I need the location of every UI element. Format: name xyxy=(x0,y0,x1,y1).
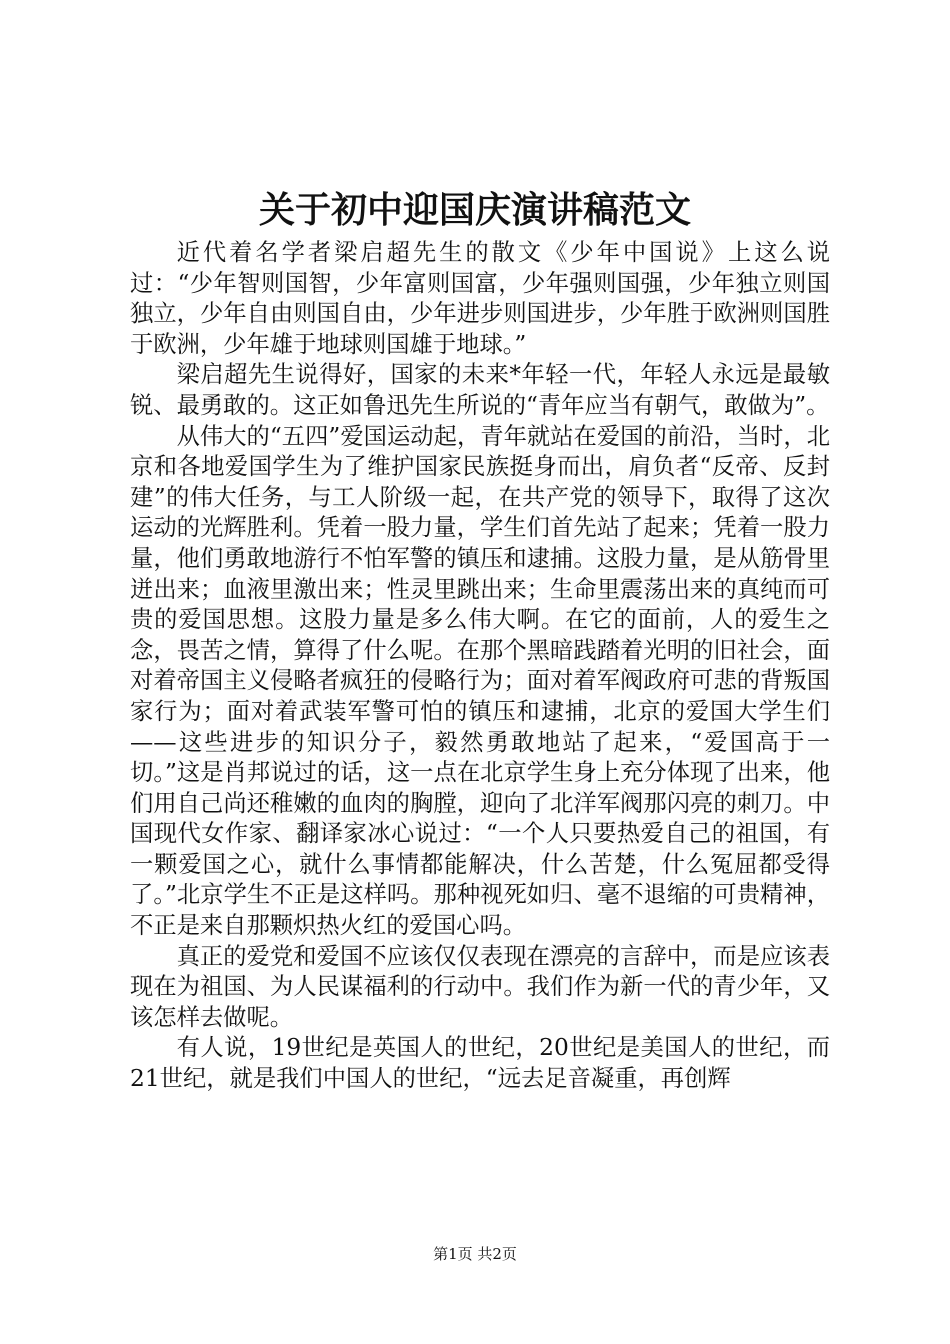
paragraph: 从伟大的“五四”爱国运动起，青年就站在爱国的前沿，当时，北京和各地爱国学生为了维护国家民族挺身而出，肩负者“反帝、反封建”的伟大任务，与工人阶级一起，在共产党的领导下，取得了这次运动的光辉胜利。凭着一股力量，学生们首先站了起来；凭着一股力量，他们勇敢地游行不怕军警的镇压和逮捕。这股力量，是从筋骨里迸出来；血液里激出来；性灵里跳出来；生命里震荡出来的真纯而可贵的爱国思想。这股力量是多么伟大啊。在它的面前，人的爱生之念，畏苦之情，算得了什么呢。在那个黑暗践踏着光明的旧社会，面对着帝国主义侵略者疯狂的侵略行为；面对着军阀政府可悲的背叛国家行为；面对着武装军警可怕的镇压和逮捕，北京的爱国大学生们——这些进步的知识分子，毅然勇敢地站了起来，“爱国高于一切。”这是肖邦说过的话，这一点在北京学生身上充分体现了出来，他们用自己尚还稚嫩的血肉的胸膛，迎向了北洋军阀那闪亮的刺刀。中国现代女作家、翻译家冰心说过：“一个人只要热爱自己的祖国，有一颗爱国之心，就什么事情都能解决，什么苦楚，什么冤屈都受得了。”北京学生不正是这样吗。那种视死如归、毫不退缩的可贵精神，不正是来自那颗炽热火红的爱国心吗。 xyxy=(130,422,830,940)
page-title: 关于初中迎国庆演讲稿范文 xyxy=(258,189,691,231)
paragraph: 梁启超先生说得好，国家的未来*年轻一代，年轻人永远是最敏锐、最勇敢的。这正如鲁迅先生所说的“青年应当有朝气，敢做为”。 xyxy=(130,361,830,419)
article-body xyxy=(130,238,830,1095)
paragraph: 近代着名学者梁启超先生的散文《少年中国说》上这么说过：“少年智则国智，少年富则国富，少年强则国强，少年独立则国独立，少年自由则国自由，少年进步则国进步，少年胜于欧洲则国胜于欧洲，少年雄于地球则国雄于地球。” xyxy=(130,239,830,358)
paragraph: 真正的爱党和爱国不应该仅仅表现在漂亮的言辞中，而是应该表现在为祖国、为人民谋福利的行动中。我们作为新一代的青少年，又该怎样去做呢。 xyxy=(130,942,830,1031)
page-number-footer: 第1页 共2页 xyxy=(433,1245,517,1263)
paragraph: 有人说，19世纪是英国人的世纪，20世纪是美国人的世纪，而21世纪，就是我们中国人的世纪，“远去足音凝重，再创辉 xyxy=(130,1034,830,1093)
